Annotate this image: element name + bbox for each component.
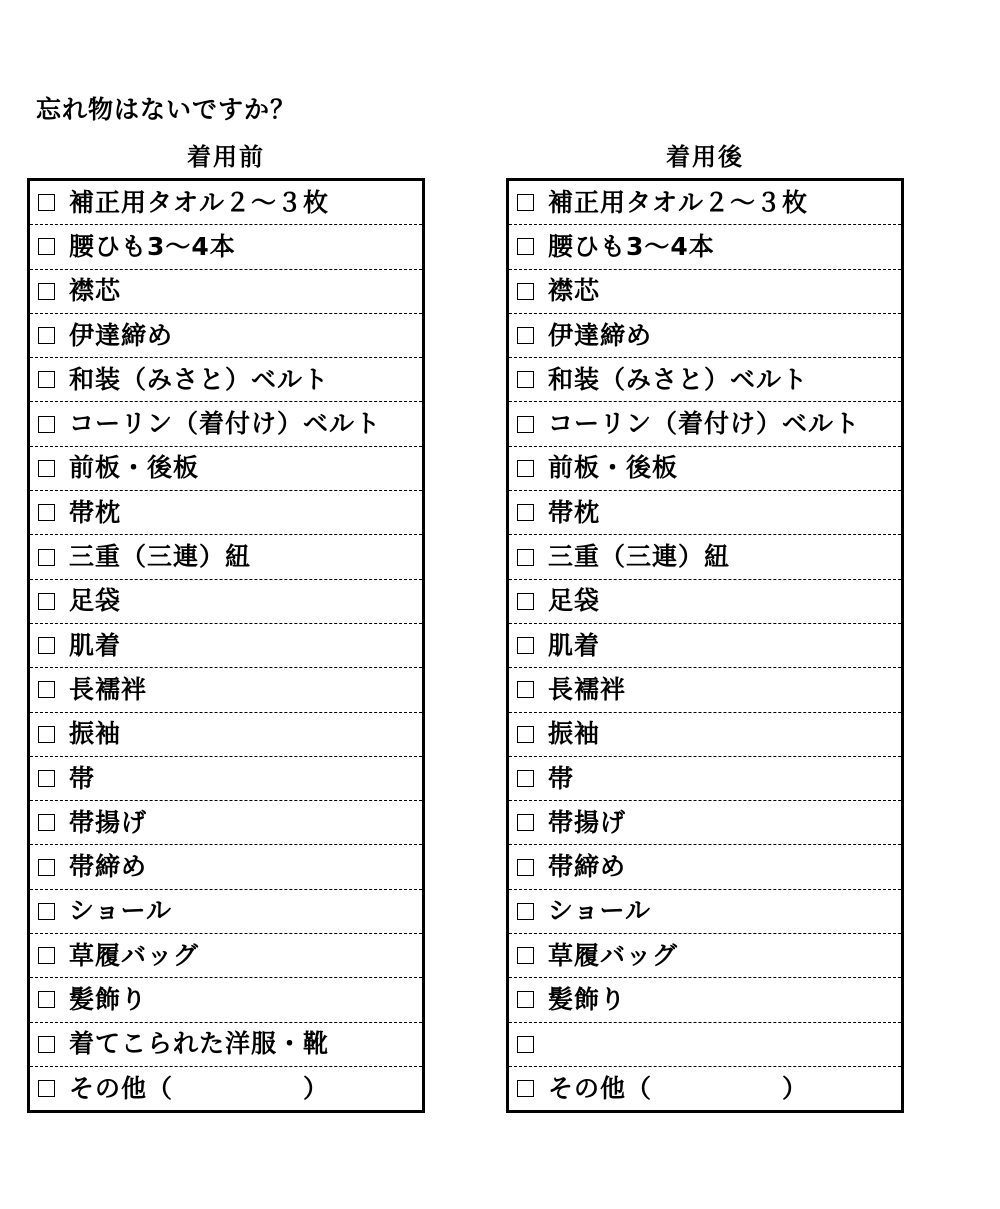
checklist-row [30,270,422,314]
checkbox[interactable] [38,504,55,521]
checklist-row [30,934,422,978]
checklist-row [509,934,901,978]
checkbox[interactable] [517,327,534,344]
checklist-row [509,624,901,668]
item-label: 足袋 [69,586,122,616]
item-label: 前板・後板 [548,453,679,483]
item-label: 髪飾り [548,984,627,1014]
checklist-row [509,890,901,934]
checklist-row [30,402,422,446]
page-title: 忘れ物はないですか？ [36,95,297,124]
checklist-row [509,402,901,446]
checklist-after [506,178,904,1113]
item-label: 補正用タオル２～３枚 [69,187,330,217]
checkbox[interactable] [38,460,55,477]
checkbox[interactable] [517,991,534,1008]
checklist-row [509,1023,901,1067]
checkbox[interactable] [38,194,55,211]
checklist-row [30,801,422,845]
checkbox[interactable] [38,991,55,1008]
checkbox[interactable] [38,814,55,831]
checklist-row [30,890,422,934]
checkbox[interactable] [517,593,534,610]
item-label: 補正用タオル２～３枚 [548,187,809,217]
checklist-row [30,713,422,757]
checkbox[interactable] [517,504,534,521]
checklist-row [509,181,901,225]
checklist-row [30,757,422,801]
item-label: 和装（みさと）ベルト [69,364,330,394]
checklist-row [30,845,422,889]
checklist-row [509,447,901,491]
checklist-row [30,1067,422,1110]
checkbox[interactable] [517,814,534,831]
item-label: 帯枕 [548,497,601,527]
item-label: 帯揚げ [548,807,627,837]
checklist-row [509,668,901,712]
item-label: 三重（三連）紐 [69,542,252,572]
checkbox[interactable] [38,1036,55,1053]
checklist-row [509,713,901,757]
checkbox[interactable] [38,371,55,388]
checkbox[interactable] [517,238,534,255]
checkbox[interactable] [517,770,534,787]
checkbox[interactable] [517,859,534,876]
item-label: ショール [548,896,652,926]
item-label: 帯 [548,763,575,793]
item-label: 腰ひも3～4本 [69,231,236,261]
checklist-after-column [506,140,904,1113]
checkbox[interactable] [517,903,534,920]
column-heading-before: 着用前 [187,143,265,171]
checkbox[interactable] [517,460,534,477]
checklist-row [509,535,901,579]
column-heading-after: 着用後 [666,143,744,171]
item-label: ショール [69,896,173,926]
item-label: 振袖 [69,719,122,749]
item-label: 長襦袢 [548,674,627,704]
item-label: 帯締め [69,852,148,882]
item-label: 伊達締め [69,320,174,350]
checkbox[interactable] [38,416,55,433]
item-label: 帯締め [548,852,627,882]
item-label: 襟芯 [69,276,122,306]
item-label: 和装（みさと）ベルト [548,364,809,394]
checklist-row [30,668,422,712]
item-label: 腰ひも3～4本 [548,231,715,261]
checkbox[interactable] [517,726,534,743]
item-label: 草履バッグ [548,940,679,970]
item-label: 着てこられた洋服・靴 [69,1029,330,1059]
checkbox[interactable] [38,327,55,344]
checkbox[interactable] [517,283,534,300]
checklist-row [30,358,422,402]
item-label: 足袋 [548,586,601,616]
checklist-row [509,801,901,845]
checklist-row [30,1023,422,1067]
item-label: コーリン（着付け）ベルト [69,409,382,439]
item-label: 振袖 [548,719,601,749]
checkbox[interactable] [517,371,534,388]
checkbox[interactable] [38,859,55,876]
checklist-row [30,447,422,491]
item-label: 前板・後板 [69,453,200,483]
checklist-row [509,314,901,358]
checkbox[interactable] [38,283,55,300]
checklist-row [509,491,901,535]
checklist-row [509,978,901,1022]
checkbox[interactable] [38,726,55,743]
checklist-row [509,358,901,402]
checkbox[interactable] [38,903,55,920]
checklist-row [30,314,422,358]
checklist-before [27,178,425,1113]
checklist-row [509,757,901,801]
checkbox[interactable] [38,549,55,566]
item-label: その他（ ） [548,1073,809,1103]
checklist-row [509,1067,901,1110]
checklist-row [509,845,901,889]
checkbox[interactable] [38,637,55,654]
checklist-row [30,491,422,535]
item-label: 長襦袢 [69,674,148,704]
checkbox[interactable] [517,549,534,566]
checklist-row [509,270,901,314]
item-label: 帯揚げ [69,807,148,837]
checklist-row [30,580,422,624]
checkbox[interactable] [517,194,534,211]
checklist-row [30,535,422,579]
checkbox[interactable] [38,238,55,255]
checkbox[interactable] [517,1036,534,1053]
item-label: その他（ ） [69,1073,330,1103]
checkbox[interactable] [517,416,534,433]
checklist-row [30,978,422,1022]
checkbox[interactable] [517,681,534,698]
checkbox[interactable] [38,593,55,610]
item-label: 草履バッグ [69,940,200,970]
checkbox[interactable] [38,770,55,787]
checklist-before-column [27,140,425,1113]
item-label: 襟芯 [548,276,601,306]
item-label: 髪飾り [69,984,148,1014]
item-label: 三重（三連）紐 [548,542,731,572]
checkbox[interactable] [517,1080,534,1097]
checkbox[interactable] [517,637,534,654]
checklist-row [509,225,901,269]
checkbox[interactable] [38,681,55,698]
item-label: 帯枕 [69,497,122,527]
item-label: コーリン（着付け）ベルト [548,409,861,439]
checklist-row [30,225,422,269]
checkbox[interactable] [38,1080,55,1097]
checklist-row [30,181,422,225]
item-label: 肌着 [548,630,601,660]
checkbox[interactable] [38,947,55,964]
checklist-row [509,580,901,624]
checklist-row [30,624,422,668]
checkbox[interactable] [517,947,534,964]
item-label: 帯 [69,763,96,793]
item-label: 肌着 [69,630,122,660]
item-label: 伊達締め [548,320,653,350]
